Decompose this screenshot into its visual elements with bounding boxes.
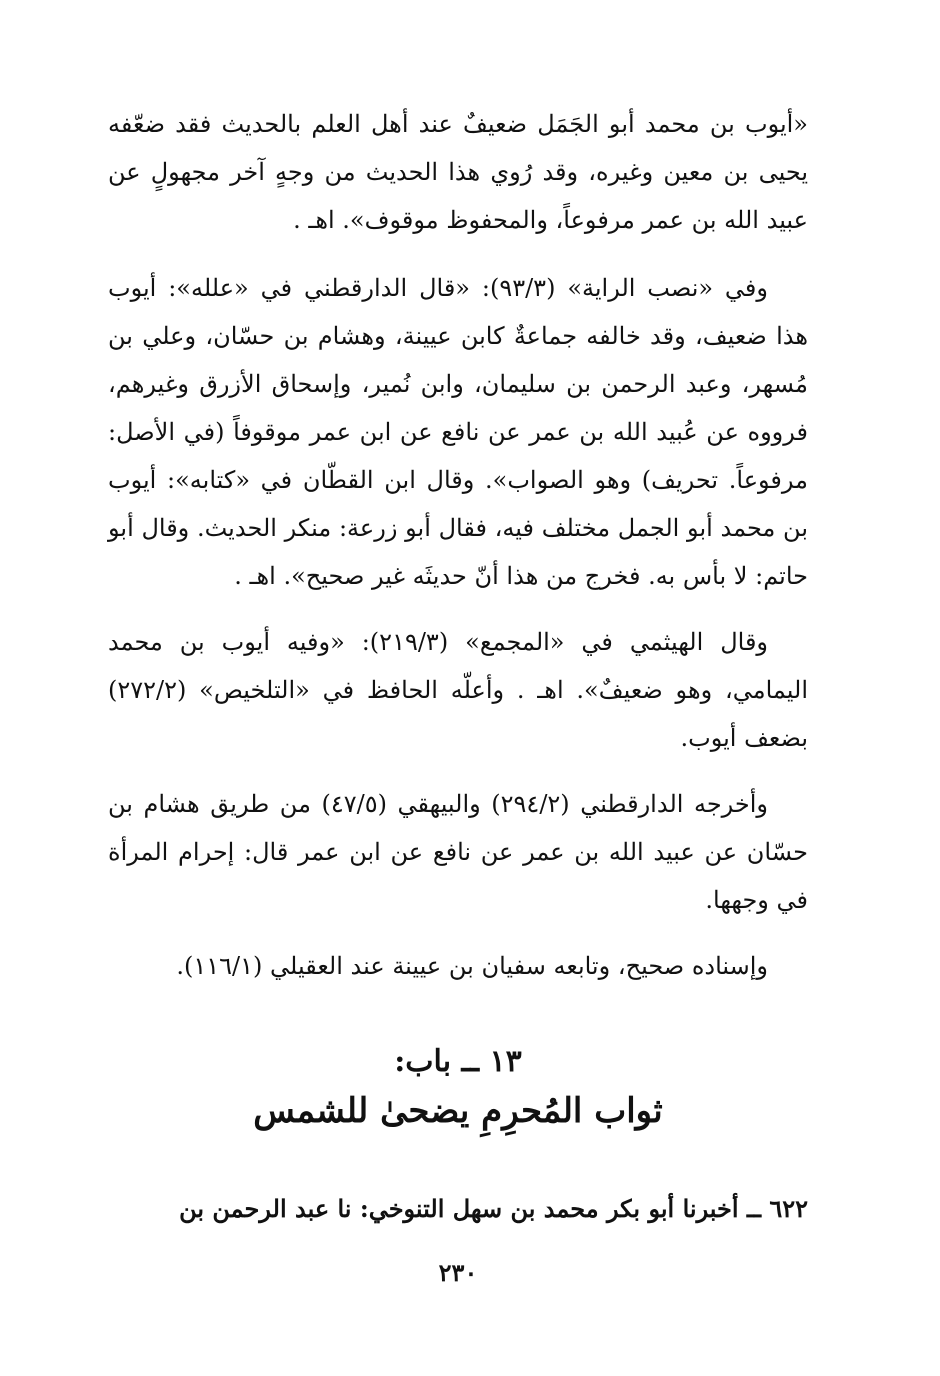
paragraph-haythami: وقال الهيثمي في «المجمع» (٢١٩/٣): «وفيه أيوب بن محمد اليمامي، وهو ضعيفٌ». اهـ . وأعلّه الحافظ في «التلخيص» (٢٧٢/٢) بضعف أيوب. [108, 628, 808, 752]
hadith-622-start: ٦٢٢ ــ أخبرنا أبو بكر محمد بن سهل التنوخي: نا عبد الرحمن بن [179, 1194, 808, 1223]
page-body [108, 100, 808, 1300]
paragraph-isnad-sahih: وإسناده صحيح، وتابعه سفيان بن عيينة عند العقيلي (١١٦/١). [176, 952, 768, 980]
paragraph-quote-ayyub: «أيوب بن محمد أبو الجَمَل ضعيفٌ عند أهل العلم بالحديث فقد ضعّفه يحيى بن معين وغيره، وقد رُوي هذا الحديث من وجهٍ آخر مجهولٍ عن عبيد الله بن عمر مرفوعاً، والمحفوظ موقوف». اهـ . [108, 110, 808, 234]
chapter-heading [108, 1040, 808, 1138]
paragraph-daraqutni-bayhaqi: وأخرجه الدارقطني (٢٩٤/٢) والبيهقي (٤٧/٥) من طريق هشام بن حسّان عن عبيد الله بن عمر عن نافع عن ابن عمر قال: إحرام المرأة في وجهها. [108, 790, 808, 914]
paragraph-nasb-al-raya: وفي «نصب الراية» (٩٣/٣): «قال الدارقطني في «علله»: أيوب هذا ضعيف، وقد خالفه جماعةٌ كابن عيينة، وهشام بن حسّان، وعلي بن مُسهر، وعبد الرحمن بن سليمان، وابن نُمير، وإسحاق الأزرق وغيرهم، فرووه عن عُبيد الله بن عمر عن نافع عن ابن عمر موقوفاً (في الأصل: مرفوعاً. تحريف) وهو الصواب». وقال ابن القطّان في «كتابه»: أيوب بن محمد أبو الجمل مختلف فيه، فقال أبو زرعة: منكر الحديث. وقال أبو حاتم: لا بأس به. فخرج من هذا أنّ حديثَه غير صحيح». اهـ . [108, 274, 808, 590]
page-number: ٢٣٠ [438, 1258, 478, 1287]
chapter-title: ثواب المُحرِمِ يضحىٰ للشمس [253, 1091, 663, 1131]
chapter-number: ١٣ ــ باب: [394, 1044, 522, 1079]
